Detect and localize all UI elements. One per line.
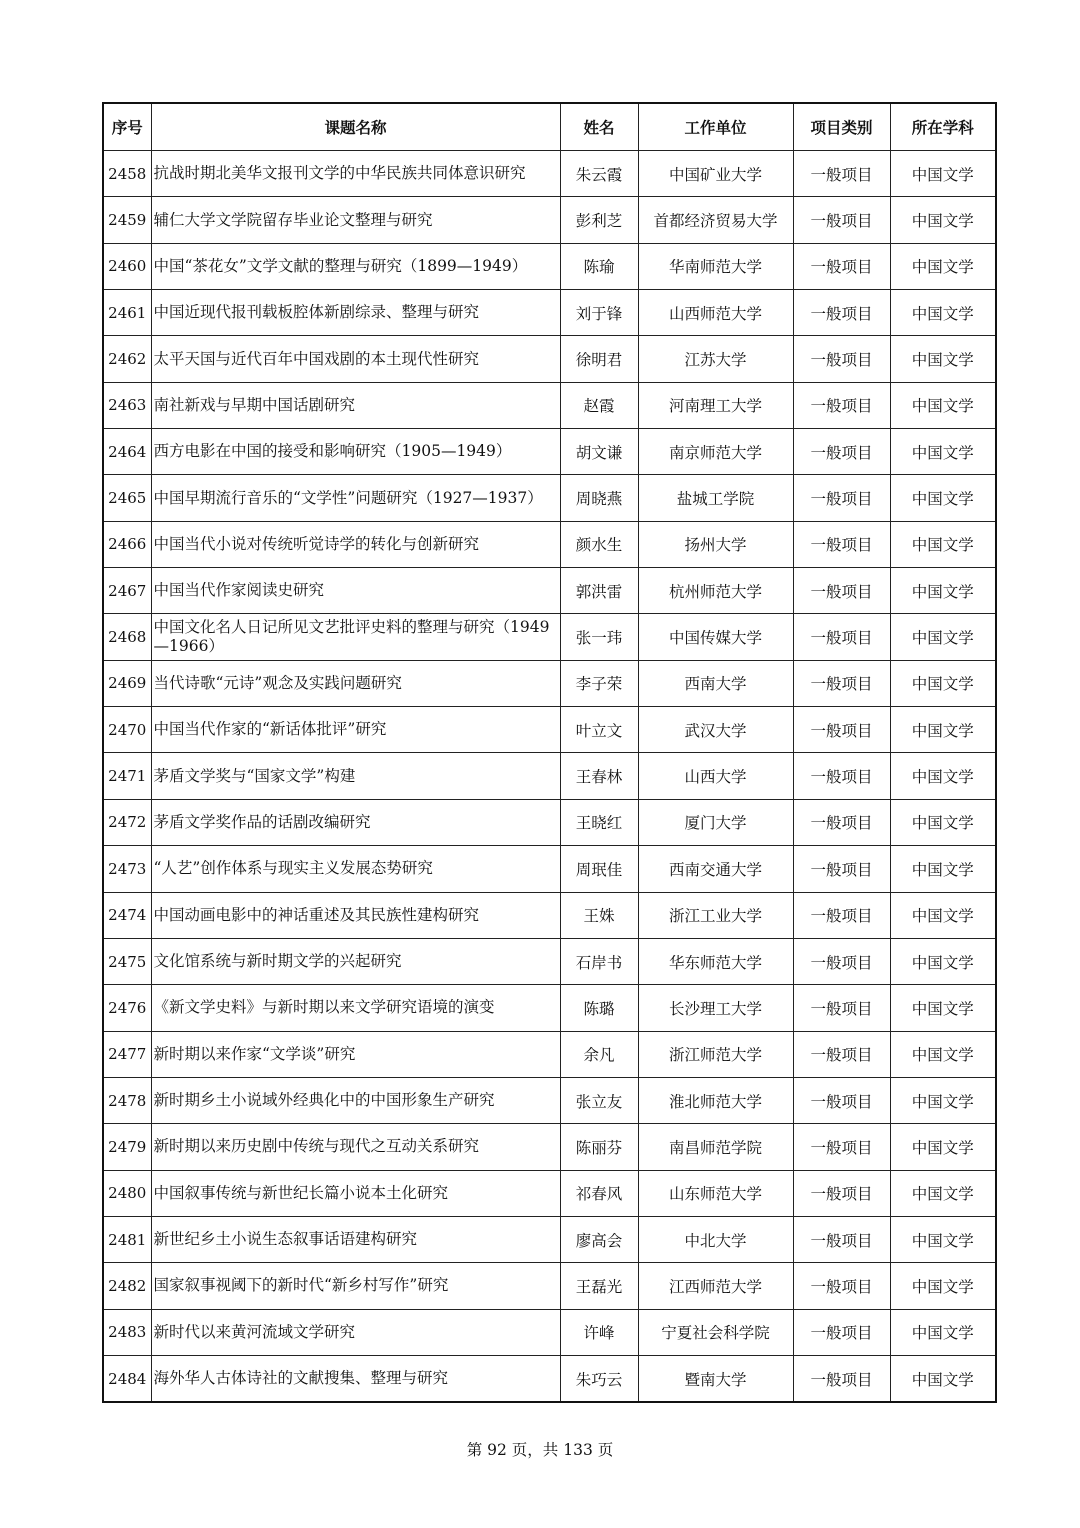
cell-type: 一般项目 (793, 290, 890, 336)
cell-subject: 中国文学 (890, 1077, 996, 1123)
cell-no: 2462 (103, 336, 151, 382)
cell-no: 2483 (103, 1309, 151, 1355)
col-header-type: 项目类别 (793, 103, 890, 151)
cell-title: 中国当代作家阅读史研究 (151, 568, 560, 614)
cell-subject: 中国文学 (890, 985, 996, 1031)
cell-no: 2472 (103, 799, 151, 845)
cell-no: 2471 (103, 753, 151, 799)
table-row (103, 243, 996, 289)
table-row (103, 1216, 996, 1262)
cell-name: 陈璐 (560, 985, 638, 1031)
cell-unit: 山西大学 (638, 753, 793, 799)
cell-name: 郭洪雷 (560, 568, 638, 614)
cell-name: 余凡 (560, 1031, 638, 1077)
cell-unit: 中国矿业大学 (638, 151, 793, 197)
cell-type: 一般项目 (793, 475, 890, 521)
table-body (103, 151, 996, 1403)
cell-type: 一般项目 (793, 938, 890, 984)
cell-subject: 中国文学 (890, 243, 996, 289)
cell-name: 徐明君 (560, 336, 638, 382)
cell-unit: 中北大学 (638, 1216, 793, 1262)
col-header-no: 序号 (103, 103, 151, 151)
cell-no: 2473 (103, 846, 151, 892)
cell-no: 2475 (103, 938, 151, 984)
cell-type: 一般项目 (793, 521, 890, 567)
cell-subject: 中国文学 (890, 1124, 996, 1170)
cell-type: 一般项目 (793, 568, 890, 614)
table-header (103, 103, 996, 151)
table-row (103, 753, 996, 799)
cell-name: 王磊光 (560, 1263, 638, 1309)
table-row (103, 475, 996, 521)
table-row (103, 429, 996, 475)
cell-unit: 扬州大学 (638, 521, 793, 567)
cell-title: “人艺”创作体系与现实主义发展态势研究 (151, 846, 560, 892)
cell-unit: 华南师范大学 (638, 243, 793, 289)
cell-no: 2463 (103, 382, 151, 428)
cell-no: 2458 (103, 151, 151, 197)
cell-unit: 西南大学 (638, 660, 793, 706)
cell-type: 一般项目 (793, 1031, 890, 1077)
cell-title: 中国近现代报刊载板腔体新剧综录、整理与研究 (151, 290, 560, 336)
cell-type: 一般项目 (793, 1355, 890, 1402)
table-row (103, 336, 996, 382)
cell-no: 2480 (103, 1170, 151, 1216)
cell-title: 中国叙事传统与新世纪长篇小说本土化研究 (151, 1170, 560, 1216)
cell-name: 朱云霞 (560, 151, 638, 197)
cell-unit: 浙江师范大学 (638, 1031, 793, 1077)
cell-type: 一般项目 (793, 846, 890, 892)
cell-type: 一般项目 (793, 382, 890, 428)
cell-title: 中国“茶花女”文学文献的整理与研究（1899—1949） (151, 243, 560, 289)
cell-unit: 西南交通大学 (638, 846, 793, 892)
cell-name: 张一玮 (560, 614, 638, 660)
page-footer: 第 92 页，共 133 页 (466, 1441, 614, 1459)
cell-unit: 暨南大学 (638, 1355, 793, 1402)
cell-subject: 中国文学 (890, 660, 996, 706)
cell-subject: 中国文学 (890, 429, 996, 475)
cell-unit: 南京师范大学 (638, 429, 793, 475)
cell-type: 一般项目 (793, 660, 890, 706)
cell-title: 太平天国与近代百年中国戏剧的本土现代性研究 (151, 336, 560, 382)
cell-type: 一般项目 (793, 1309, 890, 1355)
cell-type: 一般项目 (793, 799, 890, 845)
cell-title: 《新文学史料》与新时期以来文学研究语境的演变 (151, 985, 560, 1031)
header-row (103, 103, 996, 151)
table-row (103, 197, 996, 243)
table-row (103, 1355, 996, 1402)
cell-no: 2479 (103, 1124, 151, 1170)
cell-no: 2464 (103, 429, 151, 475)
cell-title: 海外华人古体诗社的文献搜集、整理与研究 (151, 1355, 560, 1402)
cell-name: 王姝 (560, 892, 638, 938)
table-row (103, 660, 996, 706)
cell-title: 西方电影在中国的接受和影响研究（1905—1949） (151, 429, 560, 475)
cell-name: 张立友 (560, 1077, 638, 1123)
cell-unit: 中国传媒大学 (638, 614, 793, 660)
cell-subject: 中国文学 (890, 799, 996, 845)
cell-unit: 江西师范大学 (638, 1263, 793, 1309)
cell-no: 2478 (103, 1077, 151, 1123)
cell-type: 一般项目 (793, 1216, 890, 1262)
table-row (103, 1170, 996, 1216)
cell-unit: 杭州师范大学 (638, 568, 793, 614)
cell-title: 新世纪乡土小说生态叙事话语建构研究 (151, 1216, 560, 1262)
cell-no: 2476 (103, 985, 151, 1031)
cell-name: 周珉佳 (560, 846, 638, 892)
table-row (103, 1031, 996, 1077)
cell-unit: 江苏大学 (638, 336, 793, 382)
cell-subject: 中国文学 (890, 1031, 996, 1077)
cell-name: 颜水生 (560, 521, 638, 567)
cell-title: 当代诗歌“元诗”观念及实践问题研究 (151, 660, 560, 706)
cell-title: 中国当代小说对传统听觉诗学的转化与创新研究 (151, 521, 560, 567)
table-row (103, 938, 996, 984)
cell-no: 2484 (103, 1355, 151, 1402)
table-row (103, 1077, 996, 1123)
cell-no: 2474 (103, 892, 151, 938)
table-row (103, 1124, 996, 1170)
cell-name: 彭利芝 (560, 197, 638, 243)
cell-no: 2466 (103, 521, 151, 567)
cell-name: 石岸书 (560, 938, 638, 984)
cell-subject: 中国文学 (890, 753, 996, 799)
cell-subject: 中国文学 (890, 151, 996, 197)
table-row (103, 614, 996, 660)
cell-name: 王春林 (560, 753, 638, 799)
cell-unit: 盐城工学院 (638, 475, 793, 521)
col-header-title: 课题名称 (151, 103, 560, 151)
cell-subject: 中国文学 (890, 521, 996, 567)
cell-title: 文化馆系统与新时期文学的兴起研究 (151, 938, 560, 984)
cell-title: 南社新戏与早期中国话剧研究 (151, 382, 560, 428)
cell-name: 李子荣 (560, 660, 638, 706)
cell-name: 许峰 (560, 1309, 638, 1355)
cell-title: 中国文化名人日记所见文艺批评史料的整理与研究（1949—1966） (151, 614, 560, 660)
cell-name: 王晓红 (560, 799, 638, 845)
cell-type: 一般项目 (793, 892, 890, 938)
cell-unit: 首都经济贸易大学 (638, 197, 793, 243)
cell-no: 2467 (103, 568, 151, 614)
cell-unit: 河南理工大学 (638, 382, 793, 428)
cell-unit: 淮北师范大学 (638, 1077, 793, 1123)
cell-no: 2482 (103, 1263, 151, 1309)
cell-title: 新时期乡土小说域外经典化中的中国形象生产研究 (151, 1077, 560, 1123)
cell-name: 祁春风 (560, 1170, 638, 1216)
cell-subject: 中国文学 (890, 1170, 996, 1216)
cell-type: 一般项目 (793, 1263, 890, 1309)
cell-type: 一般项目 (793, 1077, 890, 1123)
cell-subject: 中国文学 (890, 336, 996, 382)
table-row (103, 985, 996, 1031)
cell-no: 2481 (103, 1216, 151, 1262)
table-row (103, 151, 996, 197)
cell-subject: 中国文学 (890, 197, 996, 243)
cell-title: 中国当代作家的“新话体批评”研究 (151, 707, 560, 753)
table-row (103, 799, 996, 845)
cell-subject: 中国文学 (890, 1263, 996, 1309)
cell-type: 一般项目 (793, 243, 890, 289)
cell-title: 茅盾文学奖作品的话剧改编研究 (151, 799, 560, 845)
cell-unit: 厦门大学 (638, 799, 793, 845)
cell-name: 叶立文 (560, 707, 638, 753)
cell-type: 一般项目 (793, 336, 890, 382)
cell-type: 一般项目 (793, 1170, 890, 1216)
cell-title: 辅仁大学文学院留存毕业论文整理与研究 (151, 197, 560, 243)
cell-no: 2461 (103, 290, 151, 336)
cell-type: 一般项目 (793, 707, 890, 753)
cell-title: 国家叙事视阈下的新时代“新乡村写作”研究 (151, 1263, 560, 1309)
cell-unit: 山西师范大学 (638, 290, 793, 336)
cell-no: 2465 (103, 475, 151, 521)
cell-type: 一般项目 (793, 429, 890, 475)
table-row (103, 521, 996, 567)
cell-subject: 中国文学 (890, 614, 996, 660)
cell-unit: 南昌师范学院 (638, 1124, 793, 1170)
cell-subject: 中国文学 (890, 938, 996, 984)
cell-title: 中国早期流行音乐的“文学性”问题研究（1927—1937） (151, 475, 560, 521)
cell-name: 朱巧云 (560, 1355, 638, 1402)
cell-subject: 中国文学 (890, 846, 996, 892)
cell-subject: 中国文学 (890, 1309, 996, 1355)
cell-subject: 中国文学 (890, 892, 996, 938)
cell-unit: 宁夏社会科学院 (638, 1309, 793, 1355)
cell-name: 赵霞 (560, 382, 638, 428)
cell-no: 2460 (103, 243, 151, 289)
cell-type: 一般项目 (793, 197, 890, 243)
cell-name: 陈瑜 (560, 243, 638, 289)
table-row (103, 290, 996, 336)
cell-unit: 浙江工业大学 (638, 892, 793, 938)
cell-unit: 武汉大学 (638, 707, 793, 753)
cell-title: 新时代以来黄河流域文学研究 (151, 1309, 560, 1355)
cell-subject: 中国文学 (890, 707, 996, 753)
cell-no: 2477 (103, 1031, 151, 1077)
cell-name: 胡文谦 (560, 429, 638, 475)
cell-title: 中国动画电影中的神话重述及其民族性建构研究 (151, 892, 560, 938)
cell-subject: 中国文学 (890, 382, 996, 428)
cell-name: 周晓燕 (560, 475, 638, 521)
table-row (103, 846, 996, 892)
cell-title: 茅盾文学奖与“国家文学”构建 (151, 753, 560, 799)
cell-subject: 中国文学 (890, 475, 996, 521)
cell-no: 2459 (103, 197, 151, 243)
cell-type: 一般项目 (793, 1124, 890, 1170)
table-row (103, 1263, 996, 1309)
cell-unit: 华东师范大学 (638, 938, 793, 984)
table-row (103, 1309, 996, 1355)
cell-type: 一般项目 (793, 985, 890, 1031)
cell-name: 陈丽芬 (560, 1124, 638, 1170)
cell-name: 廖高会 (560, 1216, 638, 1262)
cell-subject: 中国文学 (890, 568, 996, 614)
cell-name: 刘于锋 (560, 290, 638, 336)
cell-unit: 山东师范大学 (638, 1170, 793, 1216)
cell-no: 2470 (103, 707, 151, 753)
cell-type: 一般项目 (793, 151, 890, 197)
cell-no: 2469 (103, 660, 151, 706)
cell-subject: 中国文学 (890, 1355, 996, 1402)
table-row (103, 892, 996, 938)
cell-type: 一般项目 (793, 753, 890, 799)
col-header-subject: 所在学科 (890, 103, 996, 151)
cell-no: 2468 (103, 614, 151, 660)
table-row (103, 707, 996, 753)
cell-unit: 长沙理工大学 (638, 985, 793, 1031)
cell-title: 新时期以来历史剧中传统与现代之互动关系研究 (151, 1124, 560, 1170)
cell-title: 新时期以来作家“文学谈”研究 (151, 1031, 560, 1077)
table-row (103, 568, 996, 614)
project-table (102, 102, 997, 1403)
cell-subject: 中国文学 (890, 1216, 996, 1262)
col-header-unit: 工作单位 (638, 103, 793, 151)
cell-type: 一般项目 (793, 614, 890, 660)
cell-subject: 中国文学 (890, 290, 996, 336)
cell-title: 抗战时期北美华文报刊文学的中华民族共同体意识研究 (151, 151, 560, 197)
table-row (103, 382, 996, 428)
col-header-name: 姓名 (560, 103, 638, 151)
